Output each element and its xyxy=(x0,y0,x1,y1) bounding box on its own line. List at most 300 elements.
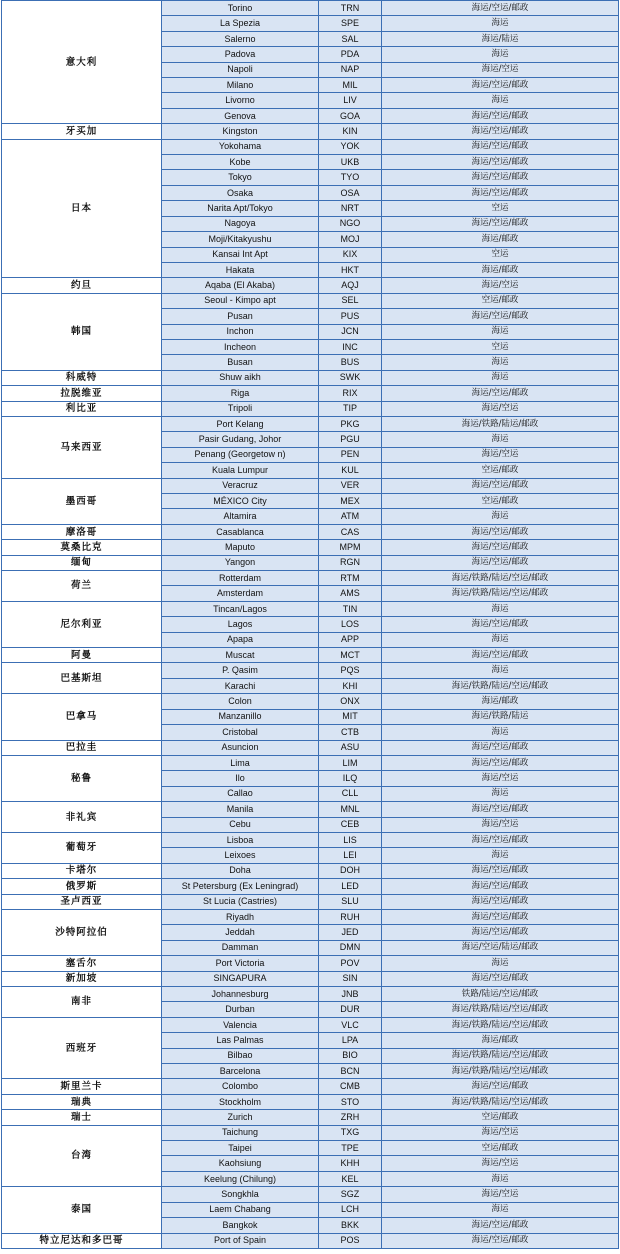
city-cell: MÉXICO City xyxy=(162,494,319,509)
city-cell: Kingston xyxy=(162,124,319,139)
port-code-cell: JED xyxy=(319,925,382,940)
city-cell: Yokohama xyxy=(162,139,319,154)
transport-mode-cell: 空运/邮政 xyxy=(382,1110,619,1125)
port-code-cell: MCT xyxy=(319,648,382,663)
port-table-body xyxy=(2,1,619,1249)
transport-mode-cell: 海运/空运/邮政 xyxy=(382,755,619,770)
transport-mode-cell: 海运/空运 xyxy=(382,817,619,832)
city-cell: Altamira xyxy=(162,509,319,524)
city-cell: Maputo xyxy=(162,540,319,555)
country-cell: 马来西亚 xyxy=(2,416,162,478)
transport-mode-cell: 海运/空运 xyxy=(382,1125,619,1140)
port-code-cell: MIT xyxy=(319,709,382,724)
transport-mode-cell: 海运/空运/邮政 xyxy=(382,909,619,924)
city-cell: Doha xyxy=(162,863,319,878)
transport-mode-cell: 海运/空运/邮政 xyxy=(382,540,619,555)
city-cell: Las Palmas xyxy=(162,1033,319,1048)
port-code-cell: JCN xyxy=(319,324,382,339)
city-cell: SINGAPURA xyxy=(162,971,319,986)
country-cell: 巴基斯坦 xyxy=(2,663,162,694)
country-cell: 新加坡 xyxy=(2,971,162,986)
city-cell: Ilo xyxy=(162,771,319,786)
transport-mode-cell: 海运/铁路/陆运/空运/邮政 xyxy=(382,1017,619,1032)
transport-mode-cell: 海运/空运/邮政 xyxy=(382,879,619,894)
country-cell: 尼尔利亚 xyxy=(2,601,162,647)
table-row xyxy=(2,1233,619,1248)
transport-mode-cell: 海运/铁路/陆运 xyxy=(382,709,619,724)
table-row xyxy=(2,370,619,385)
table-row xyxy=(2,139,619,154)
port-code-cell: KUL xyxy=(319,463,382,478)
city-cell: Karachi xyxy=(162,678,319,693)
country-cell: 斯里兰卡 xyxy=(2,1079,162,1094)
city-cell: Lagos xyxy=(162,617,319,632)
country-cell: 阿曼 xyxy=(2,648,162,663)
port-code-cell: NAP xyxy=(319,62,382,77)
transport-mode-cell: 海运/空运 xyxy=(382,62,619,77)
city-cell: Tripoli xyxy=(162,401,319,416)
transport-mode-cell: 海运/空运/邮政 xyxy=(382,78,619,93)
port-code-cell: LCH xyxy=(319,1202,382,1217)
table-row xyxy=(2,1,619,16)
country-cell: 南非 xyxy=(2,987,162,1018)
transport-mode-cell: 海运/空运/邮政 xyxy=(382,802,619,817)
country-cell: 秘鲁 xyxy=(2,755,162,801)
transport-mode-cell: 空运/邮政 xyxy=(382,293,619,308)
port-code-cell: SGZ xyxy=(319,1187,382,1202)
table-row xyxy=(2,124,619,139)
port-code-cell: UKB xyxy=(319,155,382,170)
transport-mode-cell: 海运/空运/邮政 xyxy=(382,155,619,170)
port-code-cell: NGO xyxy=(319,216,382,231)
transport-mode-cell: 海运/空运/邮政 xyxy=(382,1218,619,1233)
transport-mode-cell: 海运/空运/邮政 xyxy=(382,863,619,878)
city-cell: Tincan/Lagos xyxy=(162,601,319,616)
city-cell: Genova xyxy=(162,108,319,123)
port-code-cell: DOH xyxy=(319,863,382,878)
transport-mode-cell: 海运/空运 xyxy=(382,1156,619,1171)
city-cell: Apapa xyxy=(162,632,319,647)
city-cell: Laem Chabang xyxy=(162,1202,319,1217)
country-cell: 台湾 xyxy=(2,1125,162,1187)
transport-mode-cell: 海运 xyxy=(382,355,619,370)
port-code-cell: PDA xyxy=(319,47,382,62)
city-cell: Kaohsiung xyxy=(162,1156,319,1171)
port-code-cell: MOJ xyxy=(319,232,382,247)
transport-mode-cell: 海运 xyxy=(382,1171,619,1186)
port-code-cell: APP xyxy=(319,632,382,647)
transport-mode-cell: 空运/邮政 xyxy=(382,494,619,509)
city-cell: Pasir Gudang, Johor xyxy=(162,432,319,447)
country-cell: 意大利 xyxy=(2,1,162,124)
transport-mode-cell: 海运/铁路/陆运/空运/邮政 xyxy=(382,678,619,693)
table-row xyxy=(2,293,619,308)
city-cell: Busan xyxy=(162,355,319,370)
transport-mode-cell: 海运 xyxy=(382,509,619,524)
port-code-cell: KHI xyxy=(319,678,382,693)
table-row xyxy=(2,909,619,924)
country-cell: 非礼宾 xyxy=(2,802,162,833)
city-cell: Penang (Georgetow n) xyxy=(162,447,319,462)
port-code-cell: ZRH xyxy=(319,1110,382,1125)
country-cell: 牙买加 xyxy=(2,124,162,139)
city-cell: Muscat xyxy=(162,648,319,663)
city-cell: Moji/Kitakyushu xyxy=(162,232,319,247)
port-code-cell: ONX xyxy=(319,694,382,709)
transport-mode-cell: 海运/铁路/陆运/空运/邮政 xyxy=(382,1064,619,1079)
country-cell: 瑞士 xyxy=(2,1110,162,1125)
transport-mode-cell: 海运 xyxy=(382,47,619,62)
port-code-cell: KIN xyxy=(319,124,382,139)
country-cell: 瑞典 xyxy=(2,1094,162,1109)
port-code-cell: CLL xyxy=(319,786,382,801)
transport-mode-cell: 铁路/陆运/空运/邮政 xyxy=(382,987,619,1002)
city-cell: Songkhla xyxy=(162,1187,319,1202)
city-cell: Veracruz xyxy=(162,478,319,493)
transport-mode-cell: 海运 xyxy=(382,956,619,971)
transport-mode-cell: 空运/邮政 xyxy=(382,1141,619,1156)
city-cell: Riyadh xyxy=(162,909,319,924)
transport-mode-cell: 海运/空运/邮政 xyxy=(382,555,619,570)
city-cell: Yangon xyxy=(162,555,319,570)
country-cell: 拉脱维亚 xyxy=(2,386,162,401)
port-code-cell: LOS xyxy=(319,617,382,632)
table-row xyxy=(2,755,619,770)
transport-mode-cell: 海运/空运/邮政 xyxy=(382,894,619,909)
country-cell: 沙特阿拉伯 xyxy=(2,909,162,955)
city-cell: Lisboa xyxy=(162,832,319,847)
port-code-cell: PKG xyxy=(319,416,382,431)
city-cell: Cebu xyxy=(162,817,319,832)
port-code-cell: MPM xyxy=(319,540,382,555)
city-cell: Amsterdam xyxy=(162,586,319,601)
country-cell: 韩国 xyxy=(2,293,162,370)
transport-mode-cell: 海运/空运 xyxy=(382,447,619,462)
city-cell: Bangkok xyxy=(162,1218,319,1233)
transport-mode-cell: 海运 xyxy=(382,663,619,678)
city-cell: Johannesburg xyxy=(162,987,319,1002)
city-cell: Bilbao xyxy=(162,1048,319,1063)
port-code-cell: AMS xyxy=(319,586,382,601)
city-cell: La Spezia xyxy=(162,16,319,31)
transport-mode-cell: 海运/邮政 xyxy=(382,694,619,709)
port-code-cell: DUR xyxy=(319,1002,382,1017)
port-code-cell: POV xyxy=(319,956,382,971)
transport-mode-cell: 海运/铁路/陆运/空运/邮政 xyxy=(382,571,619,586)
transport-mode-cell: 海运 xyxy=(382,632,619,647)
city-cell: Colombo xyxy=(162,1079,319,1094)
port-code-cell: PUS xyxy=(319,309,382,324)
table-row xyxy=(2,1110,619,1125)
city-cell: Salerno xyxy=(162,31,319,46)
country-cell: 西班牙 xyxy=(2,1017,162,1079)
port-code-cell: BIO xyxy=(319,1048,382,1063)
country-cell: 圣卢西亚 xyxy=(2,894,162,909)
port-code-cell: LIS xyxy=(319,832,382,847)
port-code-cell: POS xyxy=(319,1233,382,1248)
table-row xyxy=(2,863,619,878)
transport-mode-cell: 海运/空运/邮政 xyxy=(382,124,619,139)
city-cell: Milano xyxy=(162,78,319,93)
city-cell: Incheon xyxy=(162,339,319,354)
port-code-cell: ATM xyxy=(319,509,382,524)
port-code-cell: LPA xyxy=(319,1033,382,1048)
transport-mode-cell: 海运 xyxy=(382,370,619,385)
city-cell: Pusan xyxy=(162,309,319,324)
port-code-cell: HKT xyxy=(319,262,382,277)
country-cell: 墨西哥 xyxy=(2,478,162,524)
port-code-cell: GOA xyxy=(319,108,382,123)
transport-mode-cell: 海运/空运/邮政 xyxy=(382,170,619,185)
port-code-cell: SPE xyxy=(319,16,382,31)
city-cell: Aqaba (El Akaba) xyxy=(162,278,319,293)
city-cell: Manzanillo xyxy=(162,709,319,724)
port-code-cell: PQS xyxy=(319,663,382,678)
city-cell: Manila xyxy=(162,802,319,817)
country-cell: 俄罗斯 xyxy=(2,879,162,894)
transport-mode-cell: 海运/铁路/陆运/空运/邮政 xyxy=(382,1048,619,1063)
port-code-cell: KIX xyxy=(319,247,382,262)
city-cell: Livorno xyxy=(162,93,319,108)
city-cell: Tokyo xyxy=(162,170,319,185)
transport-mode-cell: 海运/空运/邮政 xyxy=(382,740,619,755)
port-code-cell: KEL xyxy=(319,1171,382,1186)
country-cell: 莫桑比克 xyxy=(2,540,162,555)
port-code-cell: OSA xyxy=(319,185,382,200)
port-code-cell: RTM xyxy=(319,571,382,586)
port-code-cell: CMB xyxy=(319,1079,382,1094)
country-cell: 塞舌尔 xyxy=(2,956,162,971)
transport-mode-cell: 空运/邮政 xyxy=(382,463,619,478)
city-cell: P. Qasim xyxy=(162,663,319,678)
table-row xyxy=(2,879,619,894)
port-code-cell: VLC xyxy=(319,1017,382,1032)
port-code-cell: LIM xyxy=(319,755,382,770)
port-code-cell: CEB xyxy=(319,817,382,832)
city-cell: Napoli xyxy=(162,62,319,77)
transport-mode-cell: 海运 xyxy=(382,786,619,801)
city-cell: Riga xyxy=(162,386,319,401)
port-code-cell: BUS xyxy=(319,355,382,370)
port-code-cell: INC xyxy=(319,339,382,354)
table-row xyxy=(2,524,619,539)
port-code-cell: AQJ xyxy=(319,278,382,293)
port-code-cell: VER xyxy=(319,478,382,493)
port-code-cell: TYO xyxy=(319,170,382,185)
transport-mode-cell: 海运/空运/邮政 xyxy=(382,524,619,539)
transport-mode-cell: 海运/空运 xyxy=(382,401,619,416)
country-cell: 荷兰 xyxy=(2,571,162,602)
country-cell: 日本 xyxy=(2,139,162,278)
city-cell: St Petersburg (Ex Leningrad) xyxy=(162,879,319,894)
table-row xyxy=(2,555,619,570)
table-row xyxy=(2,1017,619,1032)
city-cell: Padova xyxy=(162,47,319,62)
transport-mode-cell: 海运/空运/邮政 xyxy=(382,832,619,847)
port-code-cell: JNB xyxy=(319,987,382,1002)
transport-mode-cell: 海运/空运 xyxy=(382,278,619,293)
city-cell: Jeddah xyxy=(162,925,319,940)
country-cell: 特立尼达和多巴哥 xyxy=(2,1233,162,1248)
port-code-cell: MNL xyxy=(319,802,382,817)
city-cell: Shuw aikh xyxy=(162,370,319,385)
table-row xyxy=(2,571,619,586)
table-row xyxy=(2,401,619,416)
table-row xyxy=(2,601,619,616)
city-cell: Osaka xyxy=(162,185,319,200)
country-cell: 葡萄牙 xyxy=(2,832,162,863)
transport-mode-cell: 空运 xyxy=(382,247,619,262)
port-code-cell: NRT xyxy=(319,201,382,216)
transport-mode-cell: 空运 xyxy=(382,201,619,216)
transport-mode-cell: 海运/铁路/陆运/空运/邮政 xyxy=(382,586,619,601)
table-row xyxy=(2,740,619,755)
table-row xyxy=(2,802,619,817)
transport-mode-cell: 海运/空运/邮政 xyxy=(382,139,619,154)
city-cell: Port Victoria xyxy=(162,956,319,971)
country-cell: 卡塔尔 xyxy=(2,863,162,878)
country-cell: 泰国 xyxy=(2,1187,162,1233)
transport-mode-cell: 海运 xyxy=(382,16,619,31)
transport-mode-cell: 海运/空运/陆运/邮政 xyxy=(382,940,619,955)
port-code-cell: MEX xyxy=(319,494,382,509)
city-cell: Kuala Lumpur xyxy=(162,463,319,478)
port-code-cell: SEL xyxy=(319,293,382,308)
port-code-cell: BKK xyxy=(319,1218,382,1233)
table-row xyxy=(2,894,619,909)
city-cell: Inchon xyxy=(162,324,319,339)
port-code-cell: RIX xyxy=(319,386,382,401)
city-cell: Casablanca xyxy=(162,524,319,539)
transport-mode-cell: 海运/邮政 xyxy=(382,232,619,247)
transport-mode-cell: 海运/空运 xyxy=(382,771,619,786)
transport-mode-cell: 海运/陆运 xyxy=(382,31,619,46)
transport-mode-cell: 海运/邮政 xyxy=(382,262,619,277)
city-cell: Colon xyxy=(162,694,319,709)
transport-mode-cell: 海运/空运/邮政 xyxy=(382,185,619,200)
port-code-cell: LIV xyxy=(319,93,382,108)
transport-mode-cell: 海运/空运 xyxy=(382,1187,619,1202)
transport-mode-cell: 海运 xyxy=(382,432,619,447)
city-cell: Port of Spain xyxy=(162,1233,319,1248)
table-row xyxy=(2,416,619,431)
transport-mode-cell: 海运/铁路/陆运/空运/邮政 xyxy=(382,1094,619,1109)
country-cell: 科威特 xyxy=(2,370,162,385)
city-cell: Rotterdam xyxy=(162,571,319,586)
port-code-cell: SWK xyxy=(319,370,382,385)
transport-mode-cell: 海运 xyxy=(382,848,619,863)
port-code-cell: PEN xyxy=(319,447,382,462)
city-cell: Taipei xyxy=(162,1141,319,1156)
transport-mode-cell: 海运 xyxy=(382,601,619,616)
transport-mode-cell: 海运/空运/邮政 xyxy=(382,617,619,632)
port-code-cell: LED xyxy=(319,879,382,894)
table-row xyxy=(2,278,619,293)
port-code-cell: MIL xyxy=(319,78,382,93)
port-code-cell: CAS xyxy=(319,524,382,539)
city-cell: Lima xyxy=(162,755,319,770)
port-code-cell: TPE xyxy=(319,1141,382,1156)
transport-mode-cell: 海运/邮政 xyxy=(382,1033,619,1048)
transport-mode-cell: 海运/空运/邮政 xyxy=(382,971,619,986)
port-code-cell: PGU xyxy=(319,432,382,447)
table-row xyxy=(2,1079,619,1094)
table-row xyxy=(2,540,619,555)
port-code-cell: DMN xyxy=(319,940,382,955)
country-cell: 巴拉圭 xyxy=(2,740,162,755)
transport-mode-cell: 海运/空运/邮政 xyxy=(382,648,619,663)
city-cell: Zurich xyxy=(162,1110,319,1125)
country-cell: 利比亚 xyxy=(2,401,162,416)
transport-mode-cell: 海运/空运/邮政 xyxy=(382,386,619,401)
city-cell: Leixoes xyxy=(162,848,319,863)
port-code-cell: STO xyxy=(319,1094,382,1109)
port-code-cell: CTB xyxy=(319,725,382,740)
city-cell: Valencia xyxy=(162,1017,319,1032)
transport-mode-cell: 海运/铁路/陆运/邮政 xyxy=(382,416,619,431)
city-cell: Nagoya xyxy=(162,216,319,231)
country-cell: 约旦 xyxy=(2,278,162,293)
city-cell: Damman xyxy=(162,940,319,955)
port-code-cell: ILQ xyxy=(319,771,382,786)
country-cell: 摩洛哥 xyxy=(2,524,162,539)
country-cell: 缅甸 xyxy=(2,555,162,570)
table-row xyxy=(2,386,619,401)
table-row xyxy=(2,832,619,847)
port-code-cell: TXG xyxy=(319,1125,382,1140)
transport-mode-cell: 海运 xyxy=(382,93,619,108)
port-code-cell: RUH xyxy=(319,909,382,924)
transport-mode-cell: 海运/铁路/陆运/空运/邮政 xyxy=(382,1002,619,1017)
city-cell: Kobe xyxy=(162,155,319,170)
transport-mode-cell: 海运/空运/邮政 xyxy=(382,478,619,493)
city-cell: Kansai Int Apt xyxy=(162,247,319,262)
port-code-cell: SLU xyxy=(319,894,382,909)
city-cell: Hakata xyxy=(162,262,319,277)
port-code-table xyxy=(1,0,619,1249)
table-row xyxy=(2,648,619,663)
city-cell: Port Kelang xyxy=(162,416,319,431)
transport-mode-cell: 海运/空运/邮政 xyxy=(382,925,619,940)
transport-mode-cell: 海运/空运/邮政 xyxy=(382,1,619,16)
port-code-cell: ASU xyxy=(319,740,382,755)
port-code-cell: YOK xyxy=(319,139,382,154)
city-cell: Callao xyxy=(162,786,319,801)
table-row xyxy=(2,956,619,971)
city-cell: Cristobal xyxy=(162,725,319,740)
port-code-cell: TRN xyxy=(319,1,382,16)
city-cell: St Lucia (Castries) xyxy=(162,894,319,909)
port-code-cell: KHH xyxy=(319,1156,382,1171)
port-code-cell: TIP xyxy=(319,401,382,416)
transport-mode-cell: 海运/空运/邮政 xyxy=(382,108,619,123)
transport-mode-cell: 空运 xyxy=(382,339,619,354)
transport-mode-cell: 海运 xyxy=(382,324,619,339)
city-cell: Taichung xyxy=(162,1125,319,1140)
transport-mode-cell: 海运/空运/邮政 xyxy=(382,1233,619,1248)
table-row xyxy=(2,987,619,1002)
port-code-cell: SIN xyxy=(319,971,382,986)
city-cell: Seoul - Kimpo apt xyxy=(162,293,319,308)
transport-mode-cell: 海运/空运/邮政 xyxy=(382,216,619,231)
table-row xyxy=(2,1187,619,1202)
country-cell: 巴拿马 xyxy=(2,694,162,740)
city-cell: Torino xyxy=(162,1,319,16)
city-cell: Barcelona xyxy=(162,1064,319,1079)
city-cell: Asuncion xyxy=(162,740,319,755)
transport-mode-cell: 海运 xyxy=(382,725,619,740)
table-row xyxy=(2,694,619,709)
